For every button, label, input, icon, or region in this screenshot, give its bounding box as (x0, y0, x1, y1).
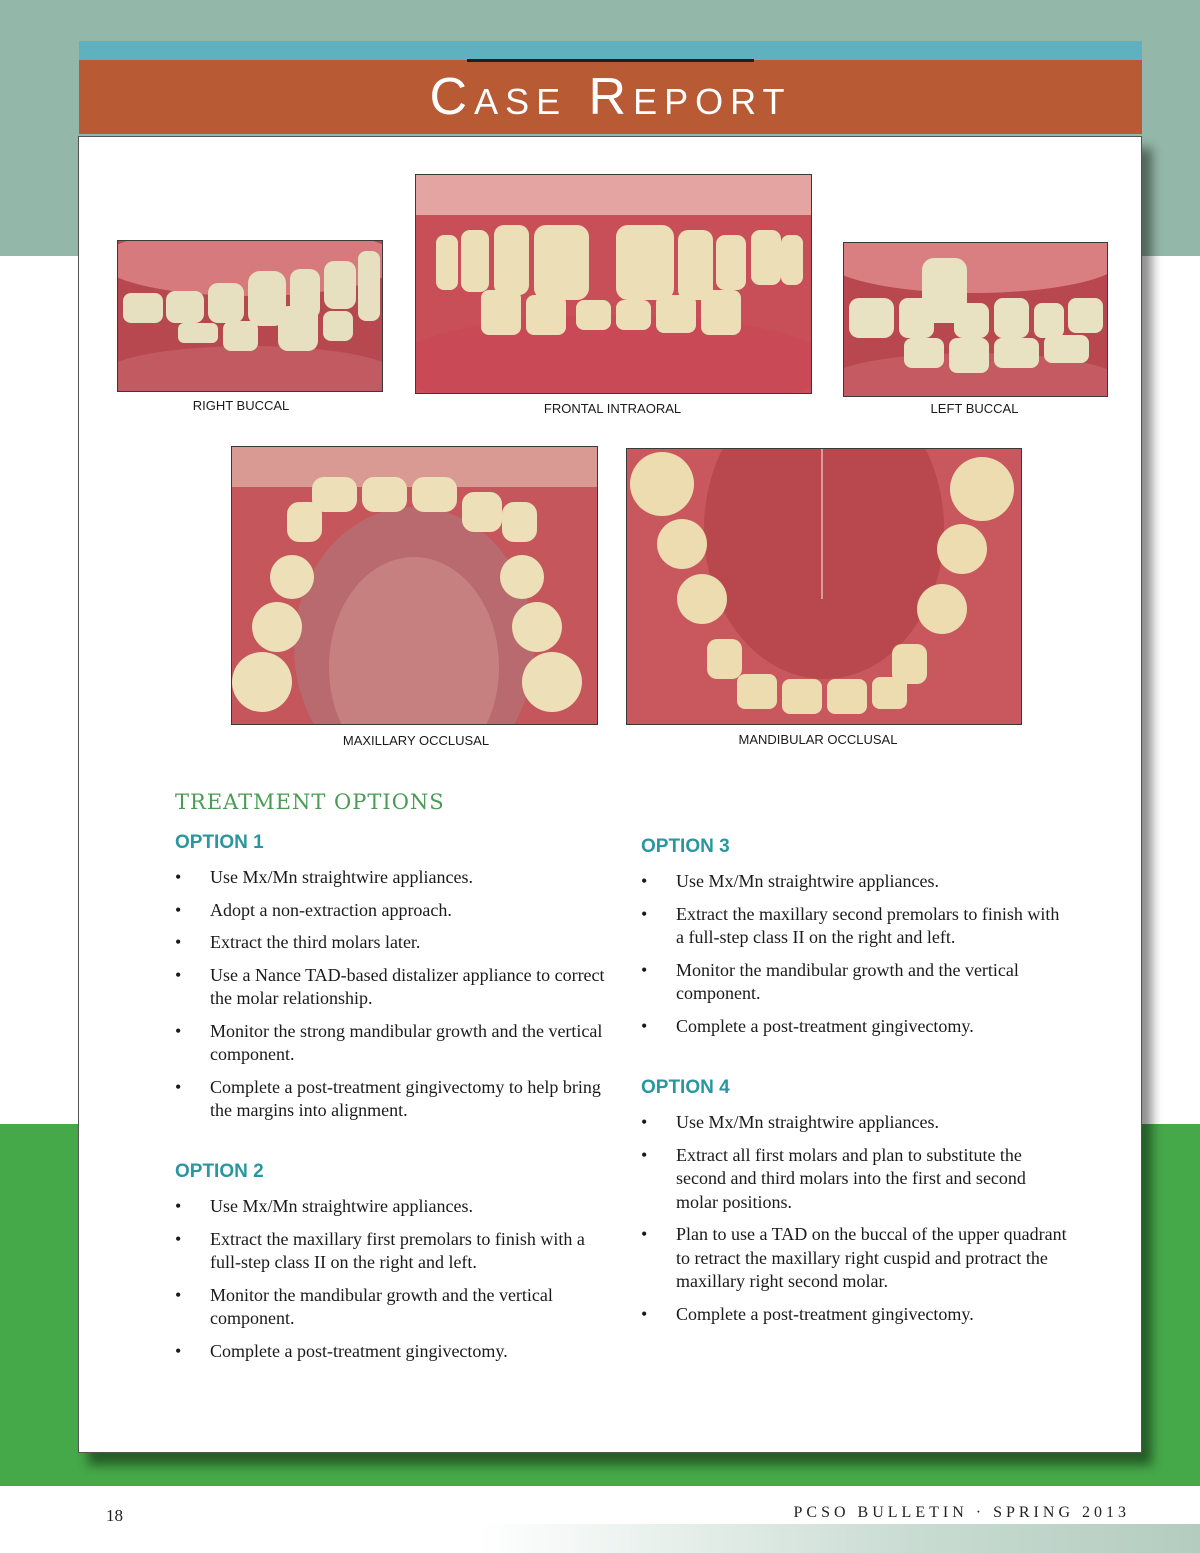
list-item: • Adopt a non-extraction approach. (175, 899, 615, 923)
photo-caption: MAXILLARY OCCLUSAL (342, 733, 490, 748)
photo-caption: FRONTAL INTRAORAL (543, 401, 682, 416)
list-item: • Complete a post-treatment gingivectomy to help bring the margins into alignment. (175, 1076, 615, 1123)
option-3-list (641, 870, 1071, 1038)
photo-caption: RIGHT BUCCAL (192, 398, 290, 413)
frontal-intraoral-photo (415, 174, 812, 394)
list-item: • Use Mx/Mn straightwire appliances. (641, 870, 1071, 894)
right-buccal-photo (117, 240, 383, 392)
list-item: • Complete a post-treatment gingivectomy. (641, 1303, 1071, 1327)
option-2-list (175, 1195, 615, 1363)
list-item: • Use a Nance TAD-based distalizer appliance to correct the molar relationship. (175, 964, 615, 1011)
option-1-list (175, 866, 615, 1123)
page-title: Case Report (429, 68, 792, 126)
header-accent-bar (79, 41, 1142, 60)
photo-caption: MANDIBULAR OCCLUSAL (738, 732, 898, 747)
list-item: • Use Mx/Mn straightwire appliances. (175, 866, 615, 890)
list-item: • Monitor the mandibular growth and the vertical component. (641, 959, 1071, 1006)
list-item: • Monitor the strong mandibular growth and the vertical component. (175, 1020, 615, 1067)
section-title: TREATMENT OPTIONS (175, 790, 445, 814)
footer-fade (480, 1524, 1200, 1553)
list-item: • Extract the third molars later. (175, 931, 615, 955)
list-item: • Plan to use a TAD on the buccal of the upper quadrant to retract the maxillary right cuspid and protract the maxillary right second molar. (641, 1223, 1071, 1294)
list-item: • Complete a post-treatment gingivectomy. (175, 1340, 615, 1364)
list-item: • Extract the maxillary second premolars to finish with a full-step class II on the right and left. (641, 903, 1071, 950)
list-item: • Extract all first molars and plan to substitute the second and third molars into the first and second molar positions. (641, 1144, 1071, 1215)
option-4-list (641, 1111, 1071, 1326)
list-item: • Extract the maxillary first premolars to finish with a full-step class II on the right and left. (175, 1228, 615, 1275)
publication-name: PCSO BULLETIN · SPRING 2013 (793, 1504, 1130, 1521)
option-2-heading: OPTION 2 (175, 1161, 264, 1182)
left-buccal-photo (843, 242, 1108, 397)
maxillary-occlusal-photo (231, 446, 598, 725)
list-item: • Complete a post-treatment gingivectomy. (641, 1015, 1071, 1039)
option-1-heading: OPTION 1 (175, 832, 264, 853)
title-rule (467, 59, 754, 62)
page-number: 18 (106, 1506, 123, 1525)
list-item: • Use Mx/Mn straightwire appliances. (175, 1195, 615, 1219)
list-item: • Monitor the mandibular growth and the vertical component. (175, 1284, 615, 1331)
photo-caption: LEFT BUCCAL (930, 401, 1019, 416)
option-3-heading: OPTION 3 (641, 836, 730, 857)
option-4-heading: OPTION 4 (641, 1077, 730, 1098)
mandibular-occlusal-photo (626, 448, 1022, 725)
list-item: • Use Mx/Mn straightwire appliances. (641, 1111, 1071, 1135)
